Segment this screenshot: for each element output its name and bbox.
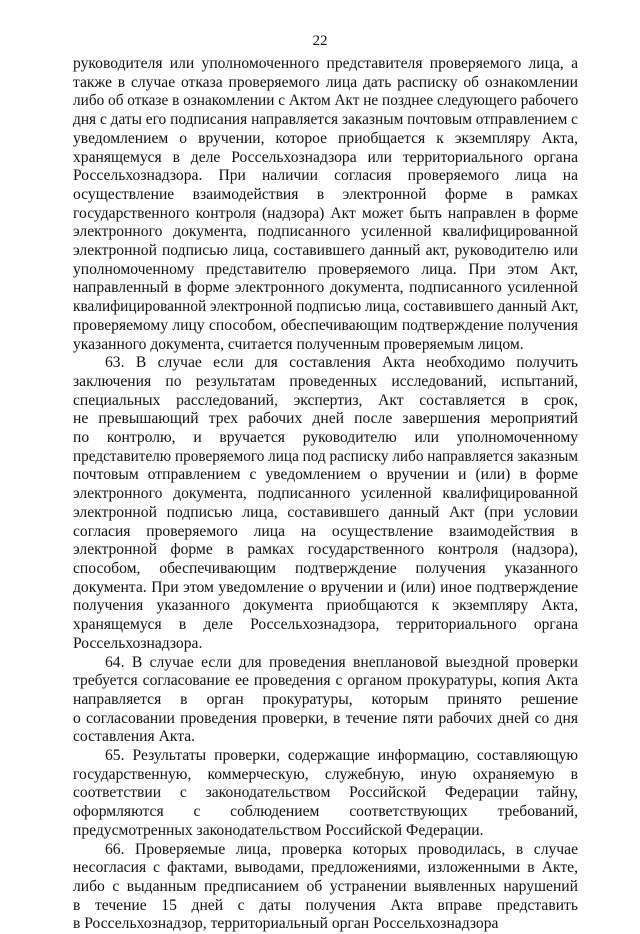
text-line: либо об отказе в ознакомлении с Актом Акт не позднее следующего рабочего	[73, 92, 579, 110]
page-number: 22	[312, 33, 328, 49]
text-line: хранящемуся в деле Россельхознадзора, территориального органа	[73, 616, 578, 634]
text-line: 65. Результаты проверки, содержащие информацию, составляющую	[105, 747, 578, 765]
text-line: указанного документа, считается полученным проверяемым лицом.	[73, 335, 524, 353]
text-line: осуществление взаимодействия в электронной форме в рамках	[73, 185, 578, 203]
text-line: о согласовании проведения проверки, в течение пяти рабочих дней со дня	[73, 709, 578, 727]
text-line: электронного документа, подписанного усиленной квалифицированной	[73, 485, 578, 503]
text-line: предусмотренных законодательством Российской Федерации.	[73, 821, 484, 839]
text-line: в Россельхознадзор, территориальный орган Россельхознадзора	[73, 915, 499, 933]
text-line: хранящемуся в деле Россельхознадзора или территориального органа	[73, 148, 578, 166]
paragraph-p-cont	[73, 55, 578, 354]
paragraph-p63	[73, 354, 578, 653]
document-body	[73, 55, 578, 934]
text-line: либо с выданным предписанием об устранении выявленных нарушений	[73, 877, 578, 895]
text-line: в течение 15 дней с даты получения Акта вправе представить	[73, 896, 578, 914]
text-line: 66. Проверяемые лица, проверка которых проводилась, в случае	[105, 840, 578, 858]
text-line: 64. В случае если для проведения внеплановой выездной проверки	[105, 653, 578, 671]
text-line: составления Акта.	[73, 728, 196, 746]
text-line: согласия проверяемого лица на осуществление взаимодействия в	[73, 522, 578, 540]
text-line: несогласия с фактами, выводами, предложениями, изложенными в Акте,	[73, 859, 578, 877]
text-line: государственную, коммерческую, служебную, иную охраняемую в	[73, 765, 578, 783]
paragraph-p65	[73, 747, 578, 841]
text-line: направляется в орган прокуратуры, которым принято решение	[73, 690, 578, 708]
text-line: также в случае отказа проверяемого лица дать расписку об ознакомлении	[73, 73, 578, 91]
text-line: Россельхознадзора.	[73, 634, 203, 652]
text-line: электронной форме в рамках государственного контроля (надзора),	[73, 541, 578, 559]
text-line: требуется согласование ее проведения с органом прокуратуры, копия Акта	[73, 672, 578, 690]
text-line: проверяемому лицу способом, обеспечивающим подтверждение получения	[73, 316, 578, 334]
paragraph-p66	[73, 841, 578, 934]
text-line: специальных расследований, экспертиз, Акт составляется в срок,	[73, 391, 578, 409]
text-line: заключения по результатам проведенных исследований, испытаний,	[73, 372, 578, 390]
text-line: получения указанного документа приобщаются к экземпляру Акта,	[73, 597, 578, 615]
text-line: направленный в форме электронного документа, подписанного усиленной	[73, 279, 578, 297]
text-line: электронной подписью лица, составившего данный акт, руководителю или	[73, 242, 578, 260]
text-line: не превышающий трех рабочих дней после завершения мероприятий	[73, 410, 578, 428]
text-line: представителю проверяемого лица под расписку либо направляется заказным	[73, 447, 579, 465]
text-line: документа. При этом уведомление о вручении и (или) иное подтверждение	[73, 578, 578, 596]
text-line: соответствии с законодательством Российской Федерации тайну,	[73, 784, 578, 802]
text-line: 63. В случае если для составления Акта необходимо получить	[105, 354, 578, 372]
text-line: Россельхознадзора. При наличии согласия проверяемого лица на	[73, 167, 578, 185]
text-line: государственного контроля (надзора) Акт может быть направлен в форме	[73, 204, 578, 222]
text-line: почтовым отправлением с уведомлением о вручении и (или) в форме	[73, 466, 578, 484]
text-line: уведомлением о вручении, которое приобщается к экземпляру Акта,	[73, 129, 578, 147]
text-line: способом, обеспечивающим подтверждение получения указанного	[73, 559, 578, 577]
text-line: руководителя или уполномоченного представителя проверяемого лица, а	[73, 55, 578, 72]
text-line: электронного документа, подписанного усиленной квалифицированной	[73, 223, 578, 241]
text-line: квалифицированной электронной подписью лица, составившего данный Акт,	[73, 298, 579, 316]
text-line: по контролю, и вручается руководителю или уполномоченному	[73, 429, 578, 447]
paragraph-p64	[73, 654, 578, 748]
text-line: уполномоченному представителю проверяемого лица. При этом Акт,	[73, 260, 578, 278]
text-line: дня с даты его подписания направляется заказным почтовым отправлением с	[73, 111, 579, 129]
text-line: электронной подписью лица, составившего данный Акт (при условии	[73, 503, 578, 521]
text-line: оформляются с соблюдением соответствующих требований,	[73, 803, 578, 821]
